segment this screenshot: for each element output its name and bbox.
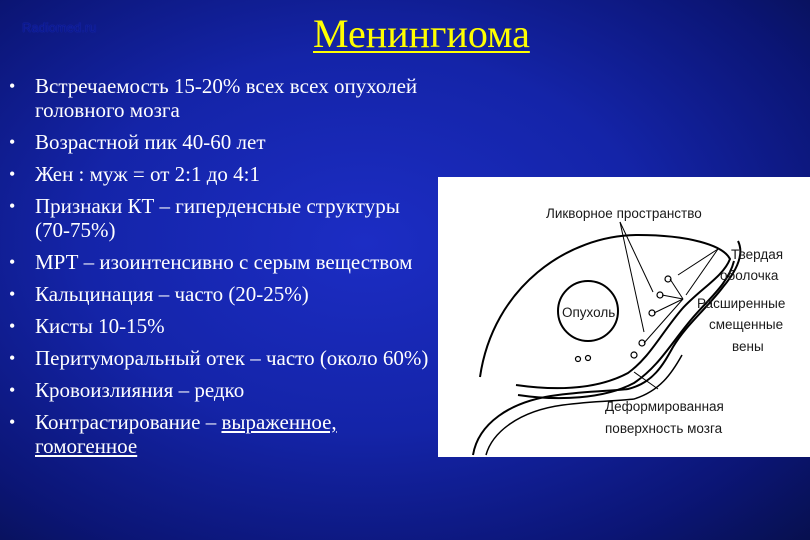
bullet-text: Кровоизлияния – редко [35,378,245,402]
bullet-text: Признаки КТ – гиперденсные структуры (70-75%) [35,194,400,242]
diagram-svg [438,177,810,457]
bullet-dot: • [9,380,16,400]
bullet-item [0,282,440,306]
bullet-item [0,162,440,186]
bullet-dot: • [9,316,16,336]
label-brain-1: Деформированная [605,399,724,414]
label-dura-2: оболочка [720,268,779,283]
bullet-text: Встречаемость 15-20% всех всех опухолей головного мозга [35,74,418,122]
bullet-dot: • [9,132,16,152]
vein-dot [631,352,637,358]
bullet-text: МРТ – изоинтенсивно с серым веществом [35,250,413,274]
bullet-text: Возрастной пик 40-60 лет [35,130,266,154]
meningioma-diagram [438,177,810,457]
label-veins-2: смещенные [709,317,784,332]
bullet-item [0,378,440,402]
bullet-item [0,194,440,242]
bullet-item [0,410,440,458]
bullet-dot: • [9,284,16,304]
bullet-text: Перитуморальный отек – часто (около 60%) [35,346,429,370]
slide-title: Менингиома [313,11,530,56]
bullet-item [0,314,440,338]
vein-dot [576,357,581,362]
label-csf-space: Ликворное пространство [546,206,702,221]
label-brain-2: поверхность мозга [605,421,723,436]
bullet-dot: • [9,164,16,184]
bullet-item [0,346,440,370]
bullet-item [0,250,440,274]
label-tumor: Опухоль [562,305,616,320]
bullet-text-prefix: Контрастирование – [35,410,222,434]
label-dura-1: Твердая [731,247,784,262]
bullet-dot: • [9,252,16,272]
label-veins-1: Расширенные [697,296,786,311]
site-logo: Radiomed.ru [22,20,97,35]
vein-dot [586,356,591,361]
label-veins-3: вены [732,339,764,354]
bullet-item [0,130,440,154]
bullet-dot: • [9,348,16,368]
bullet-dot: • [9,412,16,432]
bullet-text-underlined: выраженное, гомогенное [35,410,337,458]
bullet-text: Кисты 10-15% [35,314,165,338]
bullet-dot: • [9,76,16,96]
bullet-list [0,74,440,466]
bullet-text: Жен : муж = от 2:1 до 4:1 [35,162,261,186]
bullet-text: Кальцинация – часто (20-25%) [35,282,309,306]
bullet-dot: • [9,196,16,216]
dura-inner-curve [518,261,734,398]
bullet-item [0,74,440,122]
